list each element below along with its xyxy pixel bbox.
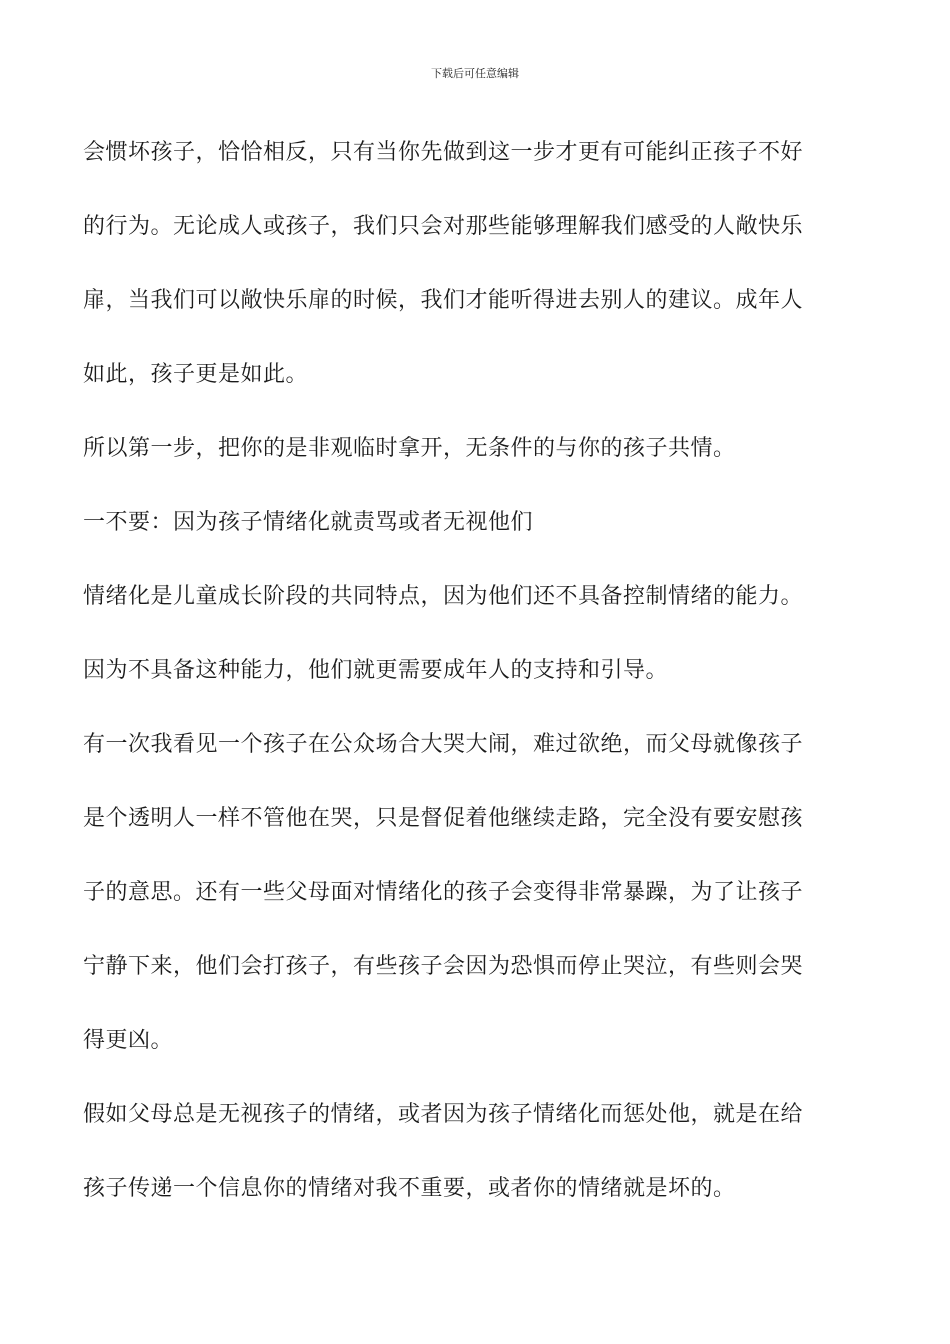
text-line: 如此，孩子更是如此。 [83,362,309,387]
section-heading [83,486,873,560]
text-line: 宁静下来，他们会打孩子，有些孩子会因为恐惧而停止哭泣，有些则会哭 [83,954,804,979]
text-line: 所以第一步，把你的是非观临时拿开，无条件的与你的孩子共情。 [83,436,736,461]
text-line: 是个透明人一样不管他在哭，只是督促着他继续走路，完全没有要安慰孩 [83,806,804,831]
text-line: 子的意思。还有一些父母面对情绪化的孩子会变得非常暴躁，为了让孩子 [83,880,804,905]
text-line: 情绪化是儿童成长阶段的共同特点，因为他们还不具备控制情绪的能力。 [83,584,804,609]
text-line: 有一次我看见一个孩子在公众场合大哭大闹，难过欲绝，而父母就像孩子 [83,732,804,757]
paragraph [83,560,873,708]
text-line: 会惯坏孩子，恰恰相反，只有当你先做到这一步才更有可能纠正孩子不好 [83,140,804,165]
text-line: 孩子传递一个信息你的情绪对我不重要，或者你的情绪就是坏的。 [83,1176,736,1201]
page-header: 下载后可任意编辑 [431,67,519,80]
text-line: 因为不具备这种能力，他们就更需要成年人的支持和引导。 [83,658,669,683]
paragraph [83,116,873,412]
paragraph [83,1078,873,1226]
text-line: 得更凶。 [83,1028,174,1053]
text-line: 假如父母总是无视孩子的情绪，或者因为孩子情绪化而惩处他，就是在给 [83,1102,804,1127]
paragraph [83,412,873,486]
text-line: 扉，当我们可以敞快乐扉的时候，我们才能听得进去别人的建议。成年人 [83,288,804,313]
text-line: 一不要：因为孩子情绪化就责骂或者无视他们 [83,510,534,535]
paragraph [83,708,873,1078]
document-body [83,116,873,1226]
text-line: 的行为。无论成人或孩子，我们只会对那些能够理解我们感受的人敞快乐 [83,214,804,239]
